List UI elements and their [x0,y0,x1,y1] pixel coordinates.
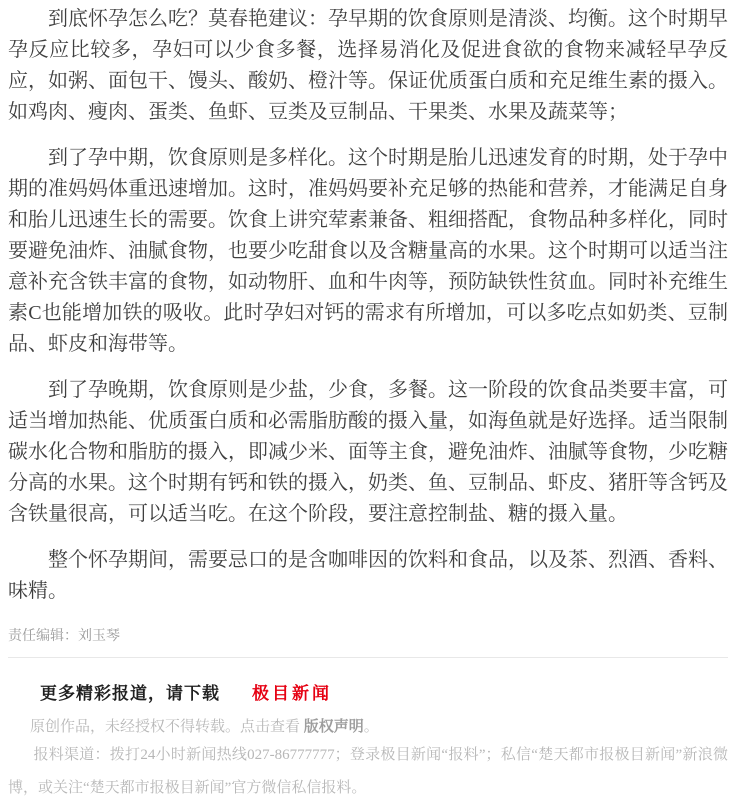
article-paragraph-mid-pregnancy: 到了孕中期，饮食原则是多样化。这个时期是胎儿迅速发育的时期，处于孕中期的准妈妈体重迅速增加。这时，准妈妈要补充足够的热能和营养，才能满足自身和胎儿迅速生长的需要。饮食上讲究荤素兼备、粗细搭配，食物品种多样化，同时要避免油炸、油腻食物，也要少吃甜食以及含糖量高的水果。这个时期可以适当注意补充含铁丰富的食物，如动物肝、血和牛肉等，预防缺铁性贫血。同时补充维生素C也能增加铁的吸收。此时孕妇对钙的需求有所增加，可以多吃点如奶类、豆制品、虾皮和海带等。 [8,147,728,355]
copyright-statement-link[interactable]: 版权声明 [303,719,364,735]
copyright-text: 原创作品，未经授权不得转载。点击查看 [30,719,301,735]
app-name-link[interactable]: 极目新闻 [252,684,332,703]
download-promo-line [0,658,736,704]
news-tipline-text: 报料渠道：拨打24小时新闻热线027-86777777；登录极目新闻“报料”；私信“楚天都市报极目新闻”新浪微博，或关注“楚天都市报极目新闻”官方微信私信报料。 [8,747,728,796]
editor-credit: 责任编辑：刘玉琴 [8,627,120,643]
article-paragraph-late-pregnancy: 到了孕晚期，饮食原则是少盐，少食，多餐。这一阶段的饮食品类要丰富，可适当增加热能、优质蛋白质和必需脂肪酸的摄入量，如海鱼就是好选择。适当限制碳水化合物和脂肪的摄入，即减少米、面等主食，避免油炸、油腻等食物，少吃糖分高的水果。这个时期有钙和铁的摄入，奶类、鱼、豆制品、虾皮、猪肝等含钙及含铁量很高，可以适当吃。在这个阶段，要注意控制盐、糖的摄入量。 [8,379,728,525]
article-paragraph-whole-pregnancy: 整个怀孕期间，需要忌口的是含咖啡因的饮料和食品，以及茶、烈酒、香料、味精。 [8,549,728,602]
article-paragraph-early-pregnancy: 到底怀孕怎么吃？莫春艳建议：孕早期的饮食原则是清淡、均衡。这个时期早孕反应比较多，孕妇可以少食多餐，选择易消化及促进食欲的食物来减轻早孕反应，如粥、面包干、馒头、酸奶、橙汁等。保证优质蛋白质和充足维生素的摄入。如鸡肉、瘦肉、蛋类、鱼虾、豆类及豆制品、干果类、水果及蔬菜等； [8,8,728,123]
download-promo-text: 更多精彩报道，请下载 [40,684,220,703]
copyright-suffix: 。 [363,719,379,735]
copyright-line [0,704,736,736]
